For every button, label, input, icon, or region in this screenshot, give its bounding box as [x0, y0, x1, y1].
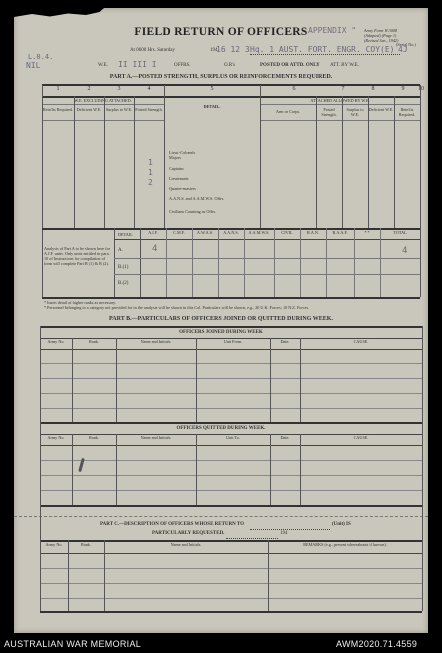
- part-c-unit: (Unit) IS: [332, 522, 351, 527]
- appendix-handwriting: APPENDIX ": [308, 26, 357, 35]
- posted-attached-label: POSTED OR ATTD. ONLY: [260, 63, 320, 68]
- caption-right: AWM2020.71.4559: [336, 639, 418, 649]
- form-page: FIELD RETURN OF OFFICERS APPENDIX " Army Form W.3008 (Adapted) (Page 1) (Revised Jan., 1942) At 0600 Hrs. Saturday 194 16 12 3 Hq. 1 AUST. FORT. ENGR. COY(E) 4J (Serial No.) L.0.4. NIL W.E. II III I OFFRS. O.R's POSTED OR ATTD. ONLY ATT. BY W.E. PART A.—POSTED STRENGTH, SURPLUS OR REINFORCEMENTS REQUIRED. 1 2 3 4 5 6 7 8 9 10 W.E. EXCLUDING ATTACHED. ATTACHED ALLOWED BY W.E. DETAIL. Rein'fts Required. Deficient W.E. Surplus to W.E. Posted Strength. Arm or Corps. Posted Strength. Surplus to W.E. Deficient W.E. Rein'fts Required. Lieut.-Colonels Majors Captains Lieutenants Quarter-masters A.A.N.S. and A.A.M.W.S. Offrs. Civilians Counting as Offrs. 1 1 2 Analysis of Part A to be shown here for A.I.F. units. Only units entitled in para. 10 of Instructions for compilation of form will complete Part B (1) & B (2). DETAIL A.I.F. C.M.F. A.W.A.S. A.A.N.S. A.A.M.W.S. CIVIL R.A.N. R.A.A.F. * * TOTAL A. B.(1) B.(2) 4 4 * Insert detail of higher ranks as necessary. * Personnel belonging to a category not provided for in the analysis will be shown in this Col. Particulars will be shown, e.g., 20 U.K. Forces; 10 N.Z. Forces. PART B.—PARTICULARS OF OFFICERS JOINED OR QUITTED DURING WEEK. OFFICERS JOINED DURING WEEK Army No. Rank. Name and Initials. Unit From. Date. CAUSE. OFFICERS QUITTED DURING WEEK. Army No. Rank. Name and Initials. Unit To. Date. CAUSE. PART C.—DESCRIPTION OF OFFICERS WHOSE RETURN TO (Unit) IS PARTICULARLY REQUESTED. 194 Army No. Rank. Name and Initials. REMARKS (e.g., present whereabouts if known).: [14, 8, 428, 633]
- part-c-year: 194: [280, 531, 288, 536]
- aif-handwriting: 4: [152, 244, 158, 254]
- quitted-header-row: Army No. Rank. Name and Initials. Unit To. Date. CAUSE.: [47, 435, 369, 440]
- quitted-title: OFFICERS QUITTED DURING WEEK.: [176, 426, 266, 431]
- total-handwriting: 4: [402, 246, 408, 256]
- form-reference: Army Form W.3008 (Adapted) (Page 1) (Revised Jan., 1942): [364, 28, 399, 43]
- posted-hand-2: 1: [148, 168, 153, 177]
- rank-lieut-colonels: Lieut.-Colonels: [169, 150, 196, 155]
- footnote-1: * Insert detail of higher ranks as necessary.: [44, 300, 117, 305]
- rank-aans: A.A.N.S. and A.A.M.W.S. Offrs.: [169, 196, 225, 201]
- offrs-label: OFFRS.: [174, 63, 191, 68]
- serial-handwriting: 4J: [398, 45, 408, 54]
- analysis-detail: DETAIL: [118, 232, 133, 237]
- year-label: 194: [210, 48, 218, 53]
- posted-hand-1: 1: [148, 158, 153, 167]
- archive-caption: [0, 637, 442, 653]
- detail-heading: DETAIL.: [203, 104, 221, 109]
- form-title: FIELD RETURN OF OFFICERS: [134, 26, 308, 38]
- serial-label: (Serial No.): [396, 42, 416, 47]
- we-excluding-attached: W.E. EXCLUDING ATTACHED.: [74, 98, 132, 103]
- rank-lieutenants: Lieutenants: [169, 176, 189, 181]
- date-handwriting: 16 12 3: [216, 45, 250, 54]
- caption-left: AUSTRALIAN WAR MEMORIAL: [4, 639, 142, 649]
- joined-header-row: Army No. Rank. Name and Initials. Unit From. Date. CAUSE.: [47, 339, 369, 344]
- joined-title: OFFICERS JOINED DURING WEEK: [179, 330, 263, 335]
- analysis-note: Analysis of Part A to be shown here for A.I.F. units. Only units entitled in para. 10 of Instructions for compilation of form will complete Part B (1) & B (2).: [44, 246, 111, 266]
- part-c-requested: PARTICULARLY REQUESTED.: [152, 531, 225, 536]
- row-b1-label: B.(1): [118, 265, 129, 270]
- row-a-label: A.: [118, 248, 123, 253]
- nil-handwriting: NIL: [26, 61, 41, 70]
- att-by-we-label: ATT. BY W.E.: [330, 63, 360, 68]
- at-hours-label: At 0600 Hrs. Saturday: [130, 48, 175, 53]
- ors-label: O.R's: [224, 63, 236, 68]
- rank-civilians: Civilians Counting as Offrs.: [169, 209, 217, 214]
- posted-hand-3: 2: [148, 178, 153, 187]
- part-c-header-row: Army No. Rank. Name and Initials. REMARKS (e.g., present whereabouts if known).: [45, 542, 387, 547]
- part-b-heading: PART B.—PARTICULARS OF OFFICERS JOINED OR QUITTED DURING WEEK.: [109, 316, 333, 322]
- we-label: W.E.: [98, 63, 108, 68]
- part-c-heading: PART C.—DESCRIPTION OF OFFICERS WHOSE RETURN TO: [100, 522, 245, 527]
- rank-captains: Captains: [169, 166, 184, 171]
- part-a-heading: PART A.—POSTED STRENGTH, SURPLUS OR REINFORCEMENTS REQUIRED.: [109, 74, 333, 80]
- unit-handwriting: Hq. 1 AUST. FORT. ENGR. COY(E): [250, 45, 395, 54]
- footnote-2: * Personnel belonging to a category not provided for in the analysis will be shown in this Col. Particulars will be shown, e.g., 20 U.K. Forces; 10 N.Z. Forces.: [44, 305, 310, 310]
- rank-majors: Majors: [169, 155, 181, 160]
- left-handwriting: L.0.4.: [28, 53, 54, 61]
- row-b2-label: B.(2): [118, 281, 129, 286]
- torn-edge: [14, 8, 104, 18]
- we-handwriting: II III I: [118, 60, 157, 69]
- analysis-header-row: A.I.F. C.M.F. A.W.A.S. A.A.N.S. A.A.M.W.S. CIVIL R.A.N. R.A.A.F. * * TOTAL: [148, 230, 407, 235]
- rank-quartermasters: Quarter-masters: [169, 186, 196, 191]
- attached-allowed-heading: ATTACHED ALLOWED BY W.E.: [310, 98, 370, 103]
- column-number-row: 1 2 3 4 5 6 7 8 9 10: [56, 86, 424, 92]
